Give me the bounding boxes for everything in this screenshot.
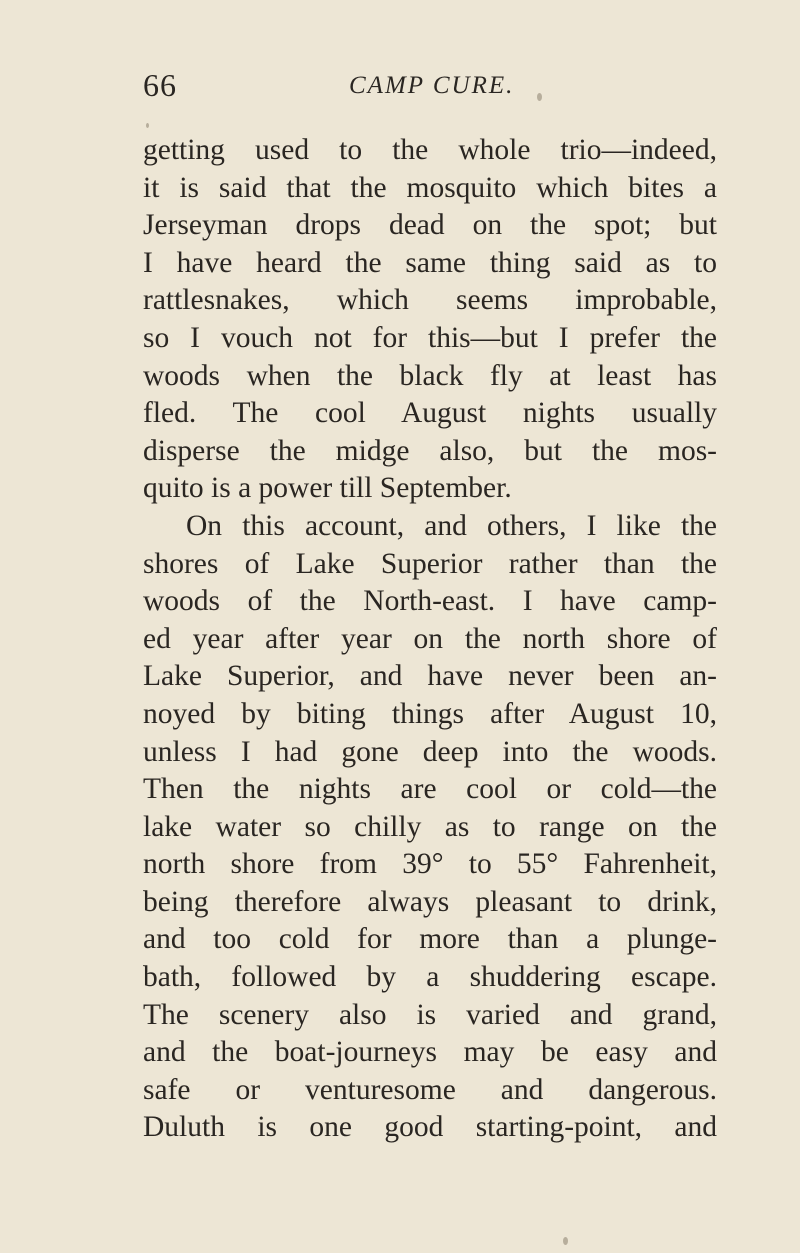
text-line: and the boat-journeys may be easy and	[143, 1036, 717, 1069]
text-line: ed year after year on the north shore of	[143, 622, 717, 655]
paper-speck	[146, 123, 149, 128]
text-line: noyed by biting things after August 10,	[143, 697, 717, 730]
body-text	[143, 132, 743, 1147]
text-line: being therefore always pleasant to drink,	[143, 885, 717, 918]
text-line: north shore from 39° to 55° Fahrenheit,	[143, 848, 717, 881]
text-line: getting used to the whole trio—indeed,	[143, 134, 717, 166]
text-line: woods of the North-east. I have camp-	[143, 585, 717, 618]
text-line: quito is a power till September.	[143, 472, 512, 505]
text-line: I have heard the same thing said as to	[143, 246, 717, 279]
text-line: Jerseyman drops dead on the spot; but	[143, 209, 717, 242]
text-line: disperse the midge also, but the mos-	[143, 434, 717, 467]
text-line: bath, followed by a shuddering escape.	[143, 961, 717, 994]
text-line: rattlesnakes, which seems improbable,	[143, 284, 717, 317]
text-line: safe or venturesome and dangerous.	[143, 1073, 717, 1106]
text-line: Then the nights are cool or cold—the	[143, 773, 717, 806]
text-line: fled. The cool August nights usually	[143, 397, 717, 430]
paper-speck	[563, 1237, 568, 1245]
text-line: lake water so chilly as to range on the	[143, 810, 717, 843]
running-head: CAMP CURE.	[349, 72, 515, 99]
page-number: 66	[143, 67, 177, 103]
text-line: Duluth is one good starting-point, and	[143, 1111, 717, 1144]
text-line: The scenery also is varied and grand,	[143, 998, 717, 1031]
text-line: Lake Superior, and have never been an-	[143, 660, 717, 693]
text-line: shores of Lake Superior rather than the	[143, 547, 717, 580]
text-line: woods when the black fly at least has	[143, 359, 717, 392]
paper-speck	[537, 93, 542, 101]
text-line: unless I had gone deep into the woods.	[143, 735, 717, 768]
text-line: On this account, and others, I like the	[186, 509, 717, 542]
text-line: so I vouch not for this—but I prefer the	[143, 321, 717, 354]
text-line: and too cold for more than a plunge-	[143, 923, 717, 956]
text-line: it is said that the mosquito which bites a	[143, 171, 717, 204]
page-header	[143, 66, 623, 110]
